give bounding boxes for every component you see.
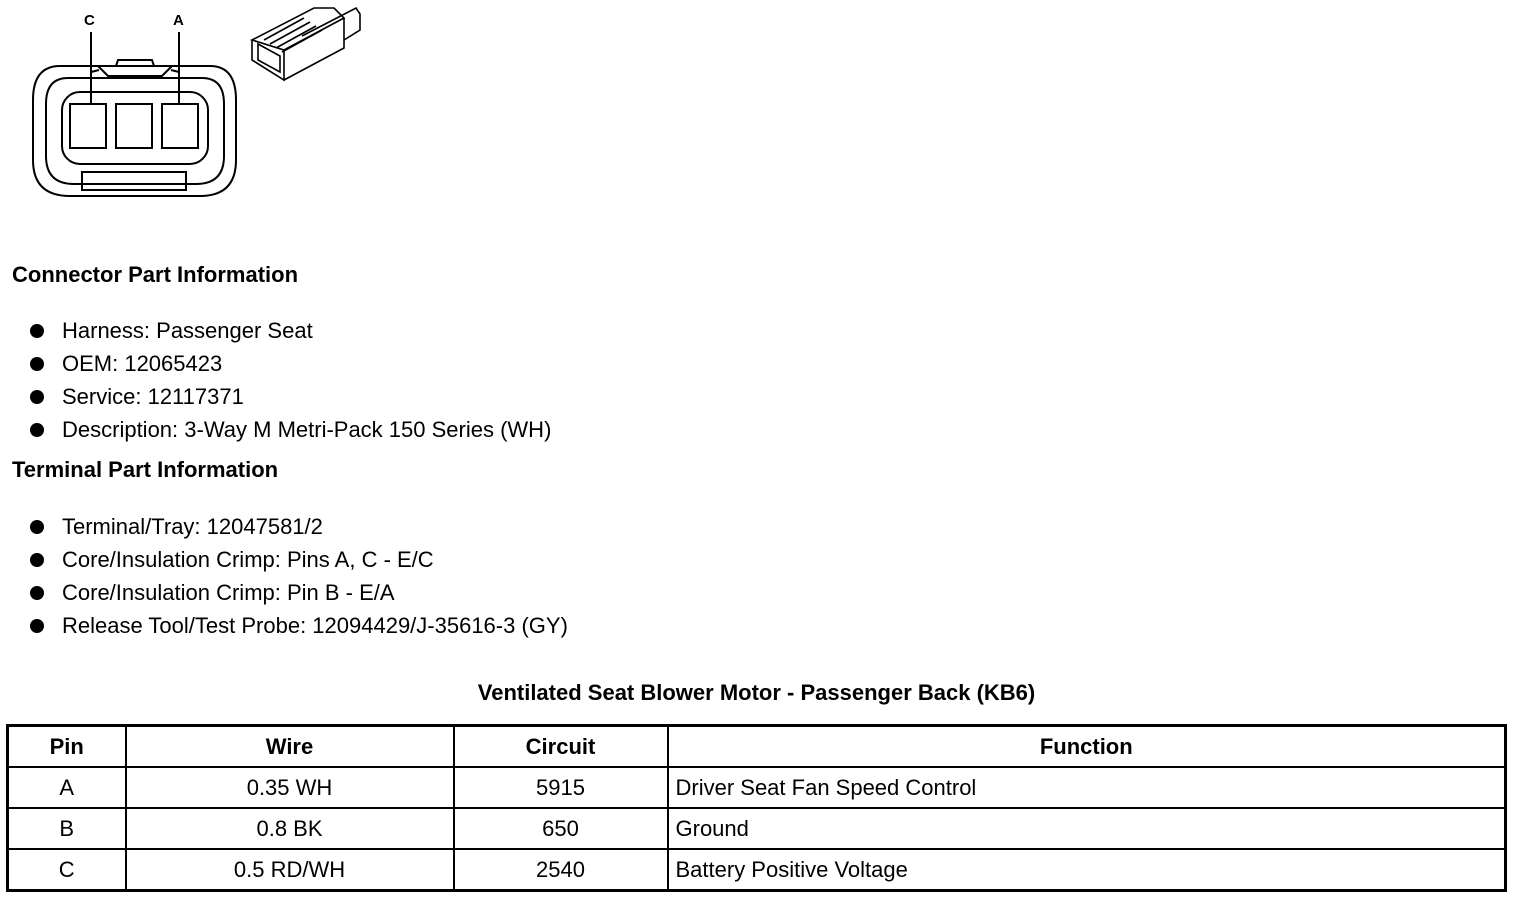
cell-wire: 0.5 RD/WH [126, 849, 454, 891]
bullet-icon [30, 553, 44, 567]
terminal-info-heading: Terminal Part Information [12, 457, 279, 482]
cell-circuit: 650 [454, 808, 668, 849]
column-header-wire: Wire [126, 726, 454, 768]
cell-pin: A [8, 767, 126, 808]
list-item: Core/Insulation Crimp: Pin B - E/A [28, 580, 568, 613]
cell-function: Ground [668, 808, 1506, 849]
column-header-pin: Pin [8, 726, 126, 768]
bullet-icon [30, 423, 44, 437]
bullet-icon [30, 390, 44, 404]
list-item: Release Tool/Test Probe: 12094429/J-35616-3 (GY) [28, 613, 568, 646]
list-item: Description: 3-Way M Metri-Pack 150 Series (WH) [28, 417, 551, 450]
terminal-info-list [28, 514, 568, 646]
table-row [8, 767, 1506, 808]
table-row [8, 849, 1506, 891]
cell-pin: B [8, 808, 126, 849]
connector-diagram [0, 0, 380, 210]
list-item: Harness: Passenger Seat [28, 318, 551, 351]
cell-wire: 0.8 BK [126, 808, 454, 849]
bullet-icon [30, 357, 44, 371]
bullet-icon [30, 586, 44, 600]
column-header-function: Function [668, 726, 1506, 768]
connector-info-heading: Connector Part Information [12, 262, 299, 287]
table-header-row [8, 726, 1506, 768]
pin-table [6, 724, 1507, 892]
bullet-icon [30, 324, 44, 338]
bullet-icon [30, 619, 44, 633]
cell-wire: 0.35 WH [126, 767, 454, 808]
cell-function: Driver Seat Fan Speed Control [668, 767, 1506, 808]
table-row [8, 808, 1506, 849]
table-title: Ventilated Seat Blower Motor - Passenger Back (KB6) [477, 680, 1036, 705]
list-item: Service: 12117371 [28, 384, 551, 417]
connector-info-list [28, 318, 551, 450]
list-item: Terminal/Tray: 12047581/2 [28, 514, 568, 547]
cell-function: Battery Positive Voltage [668, 849, 1506, 891]
pin-label-a: A [173, 12, 184, 29]
list-item: OEM: 12065423 [28, 351, 551, 384]
list-item: Core/Insulation Crimp: Pins A, C - E/C [28, 547, 568, 580]
column-header-circuit: Circuit [454, 726, 668, 768]
connector-3d-icon [244, 0, 364, 90]
cell-circuit: 5915 [454, 767, 668, 808]
cell-pin: C [8, 849, 126, 891]
bullet-icon [30, 520, 44, 534]
cell-circuit: 2540 [454, 849, 668, 891]
pin-label-c: C [84, 12, 95, 29]
